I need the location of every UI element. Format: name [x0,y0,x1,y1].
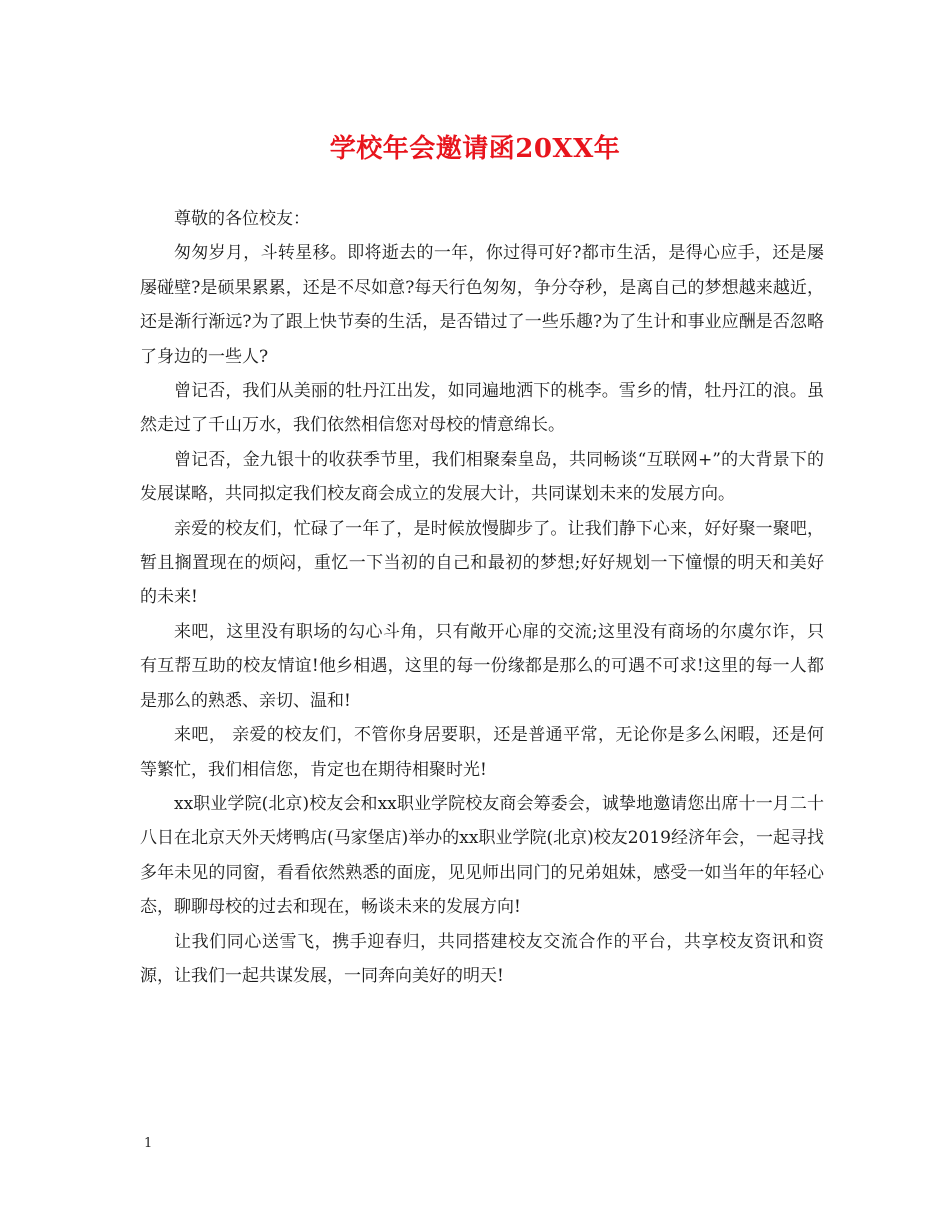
paragraph: 曾记否，金九银十的收获季节里，我们相聚秦皇岛，共同畅谈“互联网+”的大背景下的发展谋略，共同拟定我们校友商会成立的发展大计，共同谋划未来的发展方向。 [140,449,824,505]
paragraph: xx职业学院(北京)校友会和xx职业学院校友商会筹委会，诚挚地邀请您出席十一月二十八日在北京天外天烤鸭店(马家堡店)举办的xx职业学院(北京)校友2019经济年会，一起寻找多年未见的同窗，看看依然熟悉的面庞，见见师出同门的兄弟姐妹，感受一如当年的年轻心态，聊聊母校的过去和现在，畅谈未来的发展方向! [140,793,824,918]
paragraph: 来吧， 亲爱的校友们，不管你身居要职，还是普通平常，无论你是多么闲暇，还是何等繁忙，我们相信您，肯定也在期待相聚时光! [140,725,824,780]
paragraph: 匆匆岁月，斗转星移。即将逝去的一年，你过得可好?都市生活，是得心应手，还是屡屡碰壁?是硕果累累，还是不尽如意?每天行色匆匆，争分夺秒，是离自己的梦想越来越近，还是渐行渐远?为了跟上快节奏的生活，是否错过了一些乐趣?为了生计和事业应酬是否忽略了身边的一些人? [140,243,824,367]
document-body [140,202,824,993]
page-number: 1 [144,1136,153,1151]
paragraph: 让我们同心送雪飞，携手迎春归，共同搭建校友交流合作的平台，共享校友资讯和资源，让我们一起共谋发展，一同奔向美好的明天! [140,931,824,986]
salutation: 尊敬的各位校友： [174,209,310,229]
paragraph: 亲爱的校友们，忙碌了一年了，是时候放慢脚步了。让我们静下心来，好好聚一聚吧，暂且搁置现在的烦闷，重忆一下当初的自己和最初的梦想;好好规划一下憧憬的明天和美好的未来! [140,518,824,608]
paragraph: 曾记否，我们从美丽的牡丹江出发，如同遍地洒下的桃李。雪乡的情，牡丹江的浪。虽然走过了千山万水，我们依然相信您对母校的情意绵长。 [140,381,824,436]
paragraph: 来吧，这里没有职场的勾心斗角，只有敞开心扉的交流;这里没有商场的尔虞尔诈，只有互帮互助的校友情谊!他乡相遇，这里的每一份缘都是那么的可遇不可求!这里的每一人都是那么的熟悉、亲切、温和! [140,621,824,711]
document-title: 学校年会邀请函20XX年 [329,134,621,164]
